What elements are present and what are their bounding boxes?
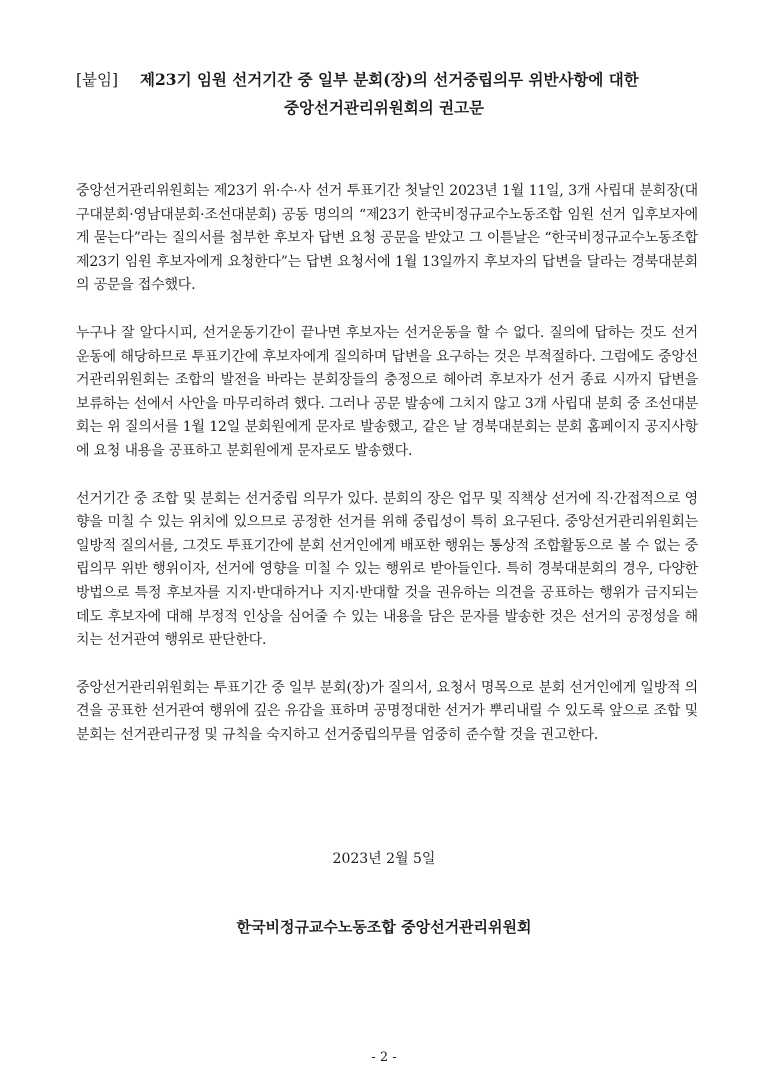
paragraph-3: 선거기간 중 조합 및 분회는 선거중립 의무가 있다. 분회의 장은 업무 및 직책상 선거에 직·간접적으로 영향을 미칠 수 있는 위치에 있으므로 공정한 선거를 위해 중립성이 특히 요구된다. 중앙선거관리위원회는 일방적 질의서를, 그것도 투표기간에 분회 선거인에게 배포한 행위는 통상적 조합활동으로 볼 수 없는 중립의무 위반 행위이자, 선거에 영향을 미칠 수 있는 행위로 받아들인다. 특히 경북대분회의 경우, 다양한 방법으로 특정 후보자를 지지·반대하거나 지지·반대할 것을 권유하는 의견을 공표하는 행위가 금지되는데도 후보자에 대해 부정적 인상을 심어줄 수 있는 내용을 담은 문자를 발송한 것은 선거의 공정성을 해치는 선거관여 행위로 판단한다.: [76, 490, 698, 649]
paragraph-2: 누구나 잘 알다시피, 선거운동기간이 끝나면 후보자는 선거운동을 할 수 없다. 질의에 답하는 것도 선거운동에 해당하므로 투표기간에 후보자에게 질의하며 답변을 요구하는 것은 부적절하다. 그럼에도 중앙선거관리위원회는 조합의 발전을 바라는 분회장들의 충정으로 헤아려 후보자가 선거 종료 시까지 답변을 보류하는 선에서 사안을 마무리하려 했다. 그러나 공문 발송에 그치지 않고 3개 사립대 분회 중 조선대분회는 위 질의서를 1월 12일 분회원에게 문자로 발송했고, 같은 날 경북대분회는 분회 홈페이지 공지사항에 요청 내용을 공표하고 분회원에게 문자로도 발송했다.: [76, 324, 698, 459]
document-body: [76, 180, 698, 771]
document-date: 2023년 2월 5일: [332, 851, 436, 867]
paragraph-1: 중앙선거관리위원회는 제23기 위·수·사 선거 투표기간 첫날인 2023년 1월 11일, 3개 사립대 분회장(대구대분회·영남대분회·조선대분회) 공동 명의의 “제23기 한국비정규교수노동조합 임원 선거 입후보자에게 묻는다”라는 질의서를 첨부한 후보자 답변 요청 공문을 받았고 그 이튿날은 “한국비정규교수노동조합 제23기 임원 후보자에게 요청한다”는 답변 요청서에 1월 13일까지 후보자의 답변을 달라는 경북대분회의 공문을 접수했다.: [76, 183, 698, 294]
issuer-signature: 한국비정규교수노동조합 중앙선거관리위원회: [236, 918, 532, 936]
title-text-1: 제23기 임원 선거기간 중 일부 분회(장)의 선거중립의무 위반사항에 대한: [140, 70, 639, 89]
paragraph-4: 중앙선거관리위원회는 투표기간 중 일부 분회(장)가 질의서, 요청서 명목으로 분회 선거인에게 일방적 의견을 공표한 선거관여 행위에 깊은 유감을 표하며 공명정대한 선거가 뿌리내릴 수 있도록 앞으로 조합 및 분회는 선거관리규정 및 규칙을 숙지하고 선거중립의무를 엄중히 준수할 것을 권고한다.: [76, 679, 698, 743]
attachment-tag: [붙임]: [76, 71, 119, 89]
title-line-2: 중앙선거관리위원회의 권고문: [283, 98, 485, 117]
page-number: - 2 -: [371, 1050, 397, 1065]
title-line-1: [76, 68, 716, 90]
